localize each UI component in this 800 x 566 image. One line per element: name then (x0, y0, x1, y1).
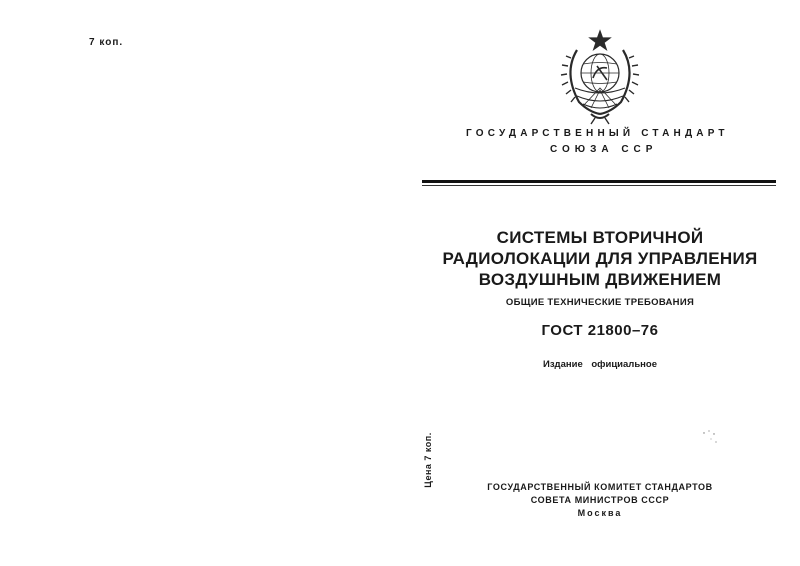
standard-number: ГОСТ 21800–76 (541, 322, 659, 339)
publisher-line-1: ГОСУДАРСТВЕННЫЙ КОМИТЕТ СТАНДАРТОВ (487, 482, 713, 492)
divider-thin (422, 185, 776, 186)
price-label-vertical (420, 432, 436, 488)
publisher-line-2: СОВЕТА МИНИСТРОВ СССР (530, 495, 670, 505)
title-line-1: СИСТЕМЫ ВТОРИЧНОЙ (496, 228, 704, 247)
ussr-state-emblem-icon (553, 28, 647, 126)
title-line-3: ВОЗДУШНЫМ ДВИЖЕНИЕМ (478, 270, 722, 289)
edition-label: Издание официальное (543, 359, 657, 370)
document-title (440, 227, 760, 290)
document-subtitle: ОБЩИЕ ТЕХНИЧЕСКИЕ ТРЕБОВАНИЯ (505, 297, 695, 308)
price-label-top: 7 коп. (89, 37, 124, 48)
divider-thick (422, 180, 776, 183)
publisher-block (440, 481, 760, 520)
price-label-vertical-text: Цена 7 коп. (423, 432, 433, 488)
publisher-city: Москва (577, 508, 623, 518)
header-ussr: СОЮЗА ССР (550, 144, 658, 155)
title-line-2: РАДИОЛОКАЦИИ ДЛЯ УПРАВЛЕНИЯ (442, 249, 758, 268)
header-state-standard: ГОСУДАРСТВЕННЫЙ СТАНДАРТ (466, 128, 729, 139)
print-specks (700, 428, 720, 446)
